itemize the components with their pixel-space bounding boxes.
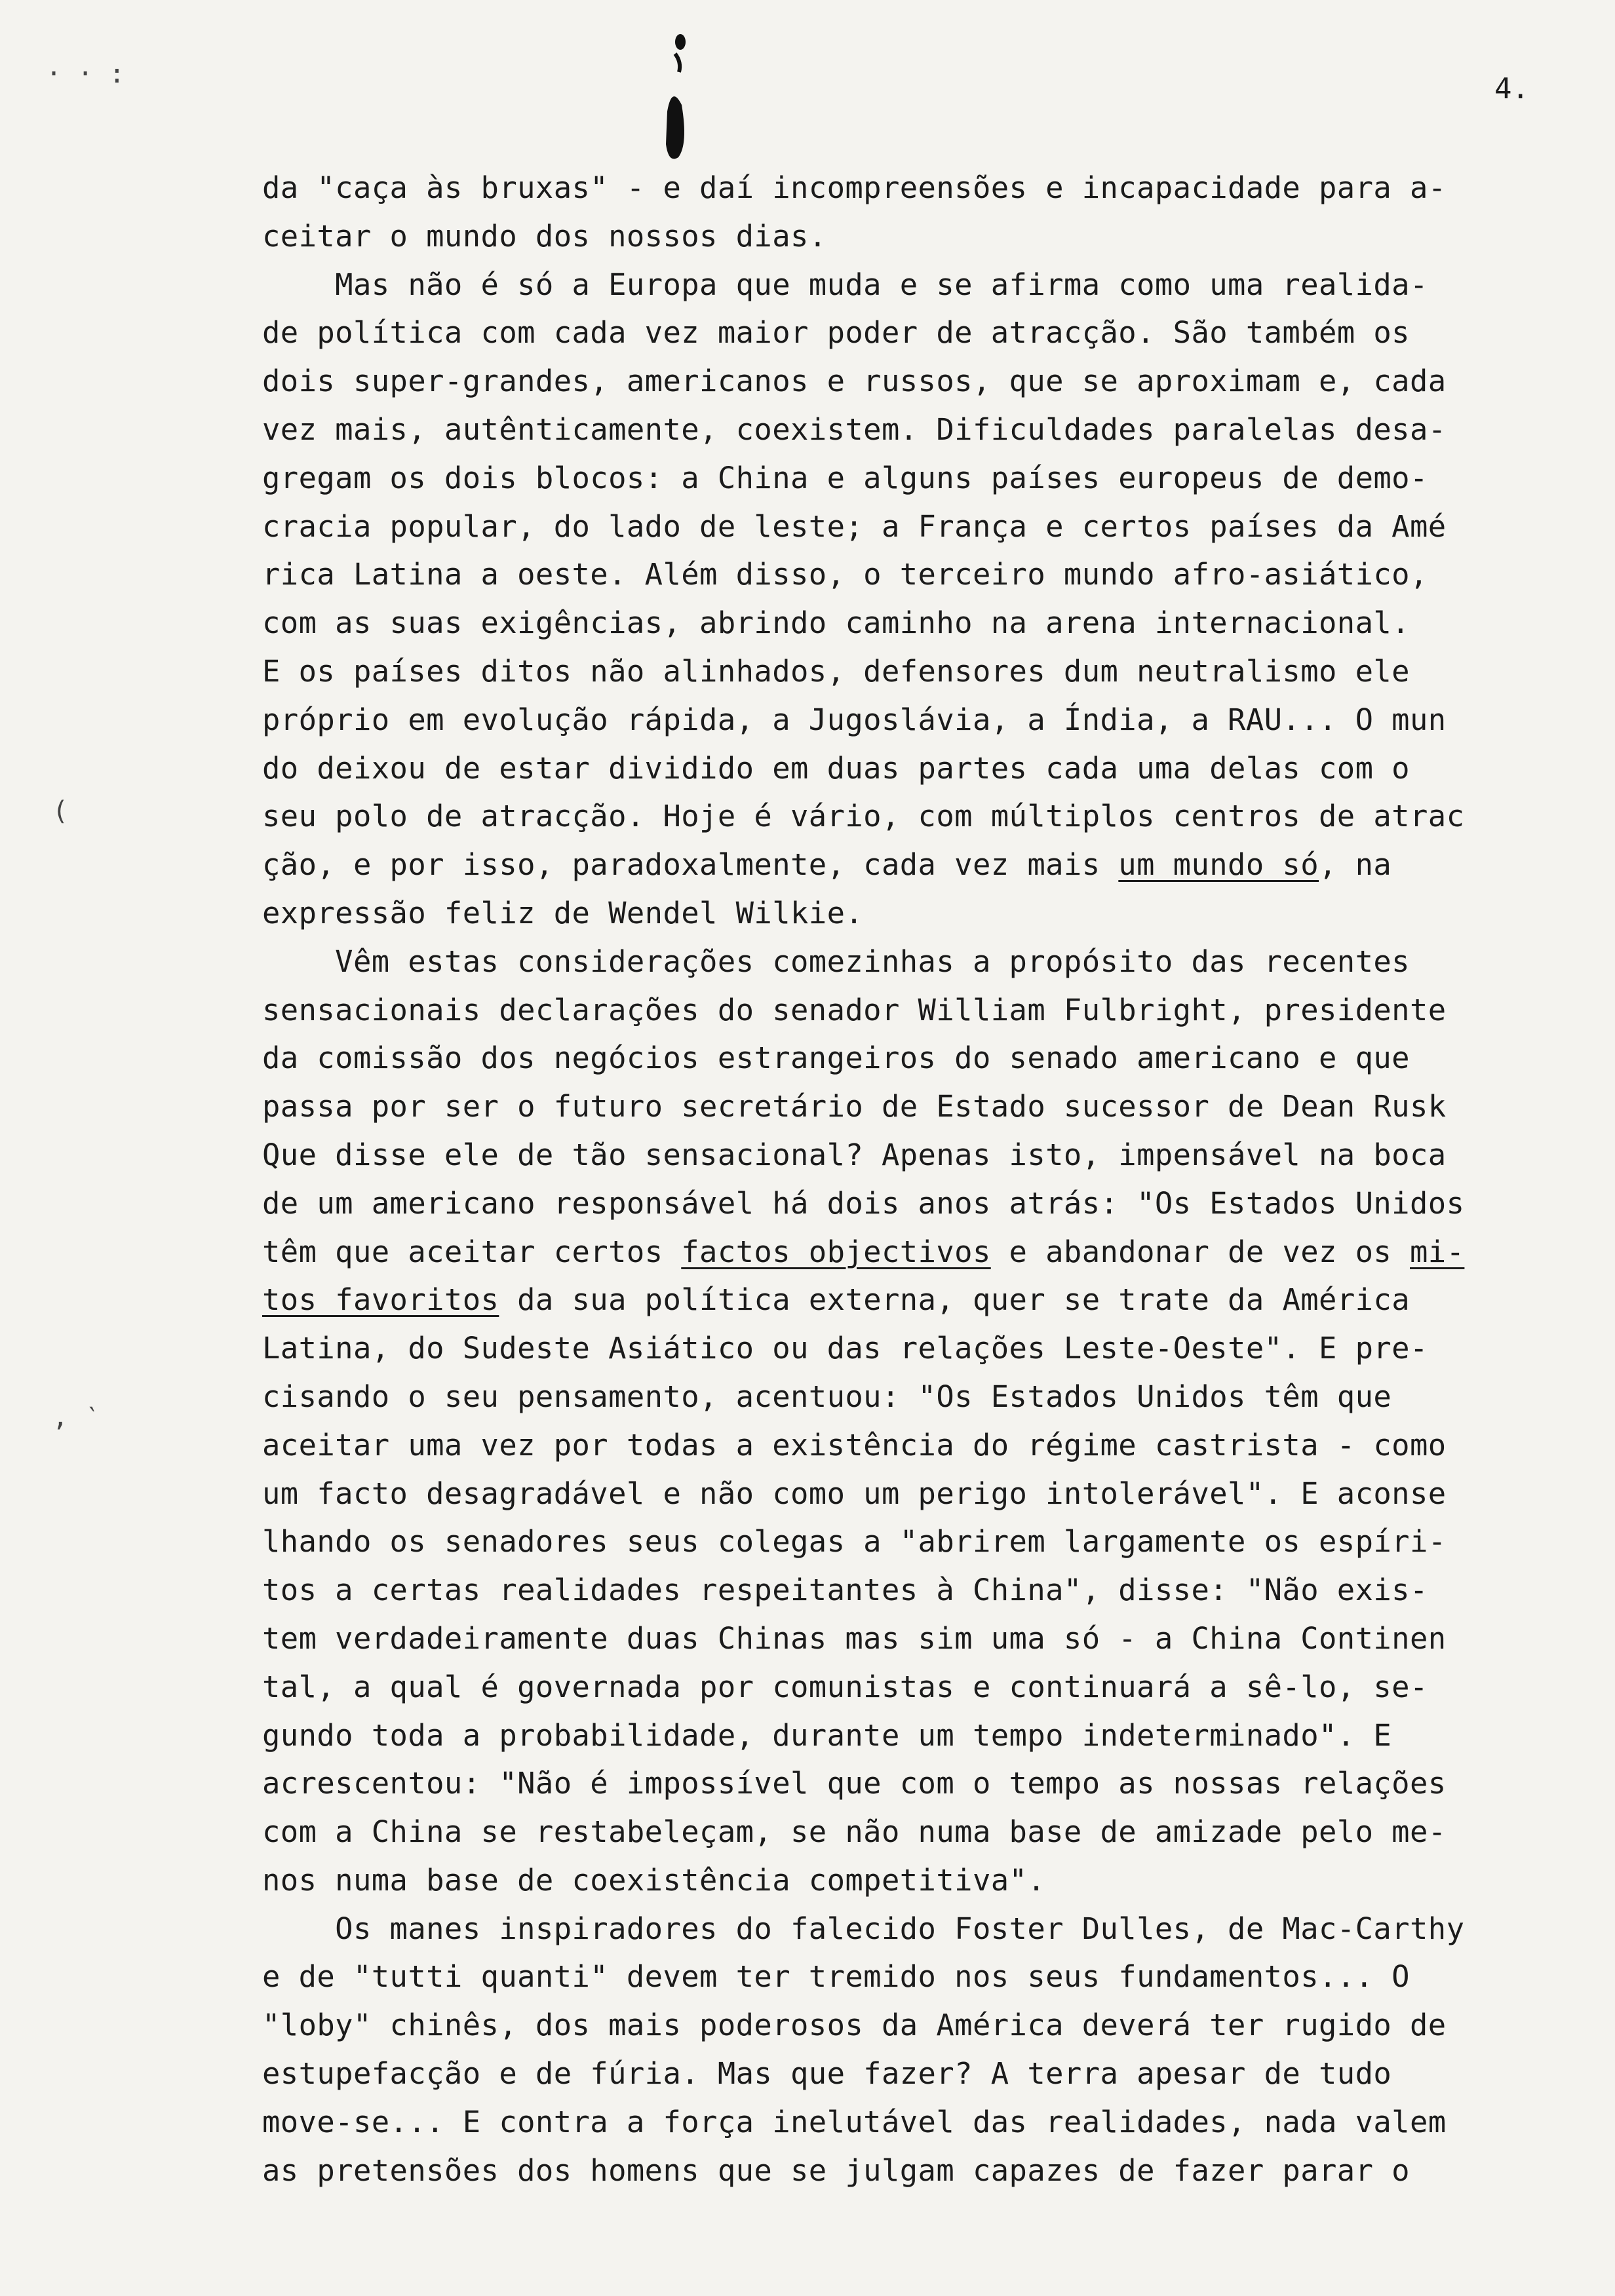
text-line: [262, 1179, 1580, 1228]
text-segment: passa por ser o futuro secretário de Estado sucessor de Dean Rusk: [262, 1089, 1447, 1124]
text-line: [262, 1082, 1580, 1131]
text-line: [262, 841, 1580, 889]
text-line: [262, 938, 1580, 986]
text-segment: nos numa base de coexistência competitiva".: [262, 1862, 1046, 1898]
text-segment: com a China se restabeleçam, se não numa base de amizade pelo me-: [262, 1814, 1447, 1850]
text-segment: da "caça às bruxas" - e daí incompreensões e incapacidade para a-: [262, 170, 1447, 205]
text-line: [262, 744, 1580, 793]
underlined-phrase: tos favoritos: [262, 1282, 499, 1318]
underlined-phrase: mi-: [1410, 1234, 1465, 1269]
text-segment: têm que aceitar certos: [262, 1234, 682, 1269]
text-segment: acrescentou: "Não é impossível que com o tempo as nossas relações: [262, 1766, 1447, 1801]
text-line: [262, 792, 1580, 841]
text-segment: e abandonar de vez os: [990, 1234, 1410, 1269]
text-line: [262, 2001, 1580, 2050]
text-line: [262, 550, 1580, 599]
text-line: [262, 1276, 1580, 1324]
typed-document-body: [262, 164, 1580, 2194]
paragraph: [262, 164, 1580, 261]
margin-speck: (: [52, 796, 69, 826]
text-segment: tal, a qual é governada por comunistas e continuará a sê-lo, se-: [262, 1669, 1428, 1704]
paragraph: [262, 938, 1580, 1905]
text-segment: Vêm estas considerações comezinhas a propósito das recentes: [262, 944, 1410, 979]
text-segment: Os manes inspiradores do falecido Foster Dulles, de Mac-Carthy: [262, 1911, 1465, 1946]
text-line: [262, 503, 1580, 551]
text-segment: cracia popular, do lado de leste; a França e certos países da Amé: [262, 508, 1447, 544]
text-segment: de um americano responsável há dois anos atrás: "Os Estados Unidos: [262, 1185, 1465, 1221]
text-line: [262, 1566, 1580, 1615]
text-segment: rica Latina a oeste. Além disso, o terceiro mundo afro-asiático,: [262, 557, 1428, 592]
underlined-phrase: factos objectivos: [681, 1234, 991, 1269]
text-line: [262, 647, 1580, 696]
text-line: [262, 1470, 1580, 1518]
text-segment: um facto desagradável e não como um perigo intolerável". E aconse: [262, 1476, 1447, 1511]
text-line: [262, 2098, 1580, 2147]
text-segment: aceitar uma vez por todas a existência do régime castrista - como: [262, 1427, 1447, 1463]
text-line: [262, 599, 1580, 647]
text-line: [262, 1373, 1580, 1421]
text-line: [262, 1808, 1580, 1856]
text-line: [262, 1953, 1580, 2001]
text-line: [262, 454, 1580, 503]
text-line: [262, 1615, 1580, 1663]
text-line: [262, 1228, 1580, 1276]
text-line: [262, 1131, 1580, 1179]
text-segment: ceitar o mundo dos nossos dias.: [262, 218, 827, 254]
text-line: [262, 1518, 1580, 1566]
ink-blot-mark: [655, 33, 695, 170]
text-line: [262, 261, 1580, 309]
text-line: [262, 889, 1580, 938]
text-segment: estupefacção e de fúria. Mas que fazer? A terra apesar de tudo: [262, 2056, 1392, 2092]
text-segment: e de "tutti quanti" devem ter tremido nos seus fundamentos... O: [262, 1959, 1410, 1995]
margin-speck: · · :: [46, 59, 125, 89]
text-segment: próprio em evolução rápida, a Jugoslávia, a Índia, a RAU... O mun: [262, 702, 1447, 737]
text-segment: do deixou de estar dividido em duas partes cada uma delas com o: [262, 750, 1410, 786]
text-line: [262, 696, 1580, 744]
paragraph: [262, 1905, 1580, 2195]
text-segment: ção, e por isso, paradoxalmente, cada vez mais: [262, 847, 1119, 883]
margin-speck: , ‵: [52, 1402, 100, 1432]
text-line: [262, 1712, 1580, 1760]
text-line: [262, 2050, 1580, 2098]
text-segment: cisando o seu pensamento, acentuou: "Os Estados Unidos têm que: [262, 1379, 1392, 1414]
text-segment: com as suas exigências, abrindo caminho na arena internacional.: [262, 605, 1410, 641]
text-segment: tem verdadeiramente duas Chinas mas sim uma só - a China Continen: [262, 1620, 1447, 1656]
text-segment: dois super-grandes, americanos e russos, que se aproximam e, cada: [262, 364, 1447, 399]
text-segment: E os países ditos não alinhados, defensores dum neutralismo ele: [262, 653, 1410, 689]
paragraph: [262, 261, 1580, 938]
text-segment: tos a certas realidades respeitantes à China", disse: "Não exis-: [262, 1573, 1428, 1608]
text-line: [262, 309, 1580, 357]
text-segment: expressão feliz de Wendel Wilkie.: [262, 895, 864, 930]
text-line: [262, 357, 1580, 406]
text-segment: lhando os senadores seus colegas a "abrirem largamente os espíri-: [262, 1524, 1447, 1559]
text-segment: de política com cada vez maior poder de atracção. São também os: [262, 315, 1410, 351]
text-line: [262, 212, 1580, 261]
text-line: [262, 1663, 1580, 1712]
text-segment: seu polo de atracção. Hoje é vário, com múltiplos centros de atrac: [262, 799, 1465, 834]
text-segment: gundo toda a probabilidade, durante um tempo indeterminado". E: [262, 1717, 1392, 1753]
text-segment: gregam os dois blocos: a China e alguns países europeus de demo-: [262, 460, 1428, 495]
text-line: [262, 2147, 1580, 2195]
text-line: [262, 1905, 1580, 1953]
text-segment: Mas não é só a Europa que muda e se afirma como uma realida-: [262, 267, 1428, 302]
text-line: [262, 406, 1580, 454]
text-segment: da comissão dos negócios estrangeiros do senado americano e que: [262, 1041, 1410, 1076]
underlined-phrase: um mundo só: [1118, 847, 1319, 883]
text-line: [262, 1421, 1580, 1470]
page-number: 4.: [1494, 72, 1529, 105]
text-segment: "loby" chinês, dos mais poderosos da América deverá ter rugido de: [262, 2008, 1447, 2043]
text-segment: sensacionais declarações do senador William Fulbright, presidente: [262, 992, 1447, 1027]
text-segment: vez mais, autênticamente, coexistem. Dificuldades paralelas desa-: [262, 411, 1447, 447]
text-line: [262, 164, 1580, 212]
text-segment: move-se... E contra a força inelutável das realidades, nada valem: [262, 2104, 1447, 2139]
text-line: [262, 1856, 1580, 1905]
text-line: [262, 1034, 1580, 1082]
text-segment: as pretensões dos homens que se julgam capazes de fazer parar o: [262, 2152, 1410, 2188]
text-line: [262, 1759, 1580, 1808]
text-segment: Latina, do Sudeste Asiático ou das relações Leste-Oeste". E pre-: [262, 1331, 1428, 1366]
text-segment: , na: [1319, 847, 1392, 883]
text-segment: Que disse ele de tão sensacional? Apenas isto, impensável na boca: [262, 1137, 1447, 1172]
text-line: [262, 1324, 1580, 1373]
text-line: [262, 986, 1580, 1035]
text-segment: da sua política externa, quer se trate da América: [499, 1282, 1410, 1318]
